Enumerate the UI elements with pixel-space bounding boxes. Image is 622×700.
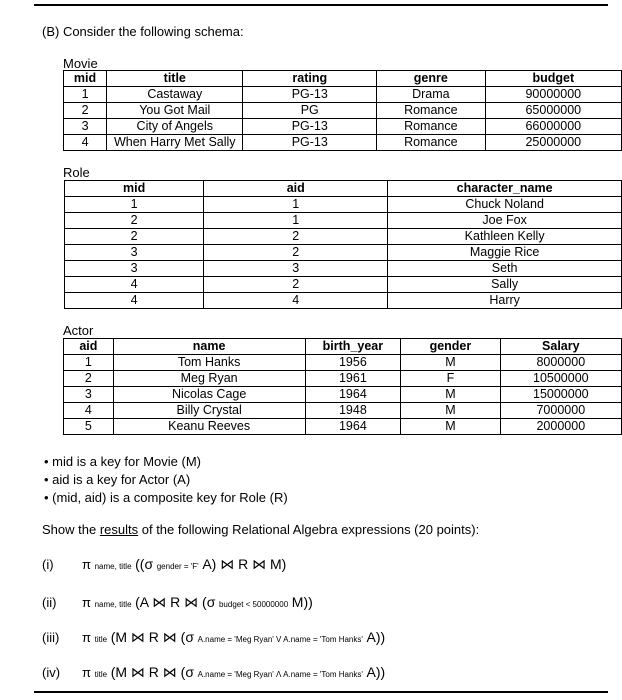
cell: 2: [65, 213, 204, 229]
cell: PG-13: [243, 119, 377, 135]
cell: Drama: [377, 87, 486, 103]
cell: 4: [64, 135, 107, 151]
cell: 2: [204, 229, 388, 245]
cell: City of Angels: [107, 119, 243, 135]
cell: M: [401, 355, 500, 371]
movie-table-label: Movie: [63, 56, 98, 71]
cell: Keanu Reeves: [113, 419, 305, 435]
cell: Tom Hanks: [113, 355, 305, 371]
cell: Seth: [388, 261, 622, 277]
actor-header-cell: gender: [401, 339, 500, 355]
table-row: [64, 103, 622, 119]
cell: M: [401, 387, 500, 403]
cell: 3: [64, 119, 107, 135]
expression-iii: [42, 629, 602, 646]
cell: F: [401, 371, 500, 387]
instructions-pre: Show the: [42, 522, 100, 537]
cell: M: [401, 403, 500, 419]
cell: Romance: [377, 103, 486, 119]
selection-condition: A.name = 'Meg Ryan' Λ A.name = 'Tom Hanks': [197, 670, 363, 679]
cell: 3: [65, 245, 204, 261]
cell: 65000000: [485, 103, 621, 119]
cell: 4: [64, 403, 114, 419]
cell: 8000000: [500, 355, 621, 371]
projection-list: title: [94, 670, 108, 679]
table-row: [64, 355, 622, 371]
table-row: [65, 261, 622, 277]
pi-symbol: π: [82, 595, 91, 610]
table-row: [64, 119, 622, 135]
expression-body: (M ⋈ R ⋈ (σ: [110, 664, 194, 680]
projection-list: name, title: [94, 562, 132, 571]
actor-table-label: Actor: [63, 323, 94, 338]
cell: 3: [64, 387, 114, 403]
key-notes-list: [44, 453, 288, 507]
cell: 1: [64, 87, 107, 103]
actor-header-cell: aid: [64, 339, 114, 355]
cell: Meg Ryan: [113, 371, 305, 387]
cell: 90000000: [485, 87, 621, 103]
expression-body: M)): [291, 594, 313, 610]
cell: You Got Mail: [107, 103, 243, 119]
table-row: [64, 403, 622, 419]
actor-table: [63, 338, 622, 435]
selection-condition: A.name = 'Meg Ryan' V A.name = 'Tom Hanks': [197, 635, 363, 644]
expression-iv: [42, 664, 602, 681]
expression-body: (A ⋈ R ⋈ (σ: [135, 594, 216, 610]
cell: 7000000: [500, 403, 621, 419]
movie-header-cell: genre: [377, 71, 486, 87]
table-row: [64, 135, 622, 151]
table-row: [64, 419, 622, 435]
selection-condition: budget < 50000000: [218, 600, 289, 609]
cell: 4: [204, 293, 388, 309]
cell: 25000000: [485, 135, 621, 151]
table-row: [65, 229, 622, 245]
cell: 2: [64, 103, 107, 119]
role-table: [64, 180, 622, 309]
pi-symbol: π: [82, 665, 91, 680]
cell: Romance: [377, 119, 486, 135]
cell: Castaway: [107, 87, 243, 103]
pi-symbol: π: [82, 630, 91, 645]
cell: 2: [204, 277, 388, 293]
cell: 1: [204, 213, 388, 229]
cell: 1961: [305, 371, 401, 387]
cell: 1: [64, 355, 114, 371]
movie-header-cell: rating: [243, 71, 377, 87]
projection-list: name, title: [94, 600, 132, 609]
expression-number: (ii): [42, 595, 57, 610]
cell: 1964: [305, 419, 401, 435]
role-header-cell: character_name: [388, 181, 622, 197]
cell: 66000000: [485, 119, 621, 135]
cell: PG-13: [243, 87, 377, 103]
table-row: [65, 245, 622, 261]
cell: 1: [204, 197, 388, 213]
table-row: [65, 277, 622, 293]
cell: 1: [65, 197, 204, 213]
cell: Sally: [388, 277, 622, 293]
actor-header-cell: name: [113, 339, 305, 355]
cell: Billy Crystal: [113, 403, 305, 419]
expression-body: ((σ: [135, 556, 154, 572]
movie-header-row: [64, 71, 622, 87]
actor-header-cell: Salary: [500, 339, 621, 355]
cell: Maggie Rice: [388, 245, 622, 261]
cell: When Harry Met Sally: [107, 135, 243, 151]
expression-body: (M ⋈ R ⋈ (σ: [110, 629, 194, 645]
cell: 2: [204, 245, 388, 261]
role-header-cell: aid: [204, 181, 388, 197]
expression-body: A)): [366, 664, 386, 680]
actor-header-cell: birth_year: [305, 339, 401, 355]
instructions-underlined: results: [99, 522, 139, 537]
pi-symbol: π: [82, 557, 91, 572]
cell: 2000000: [500, 419, 621, 435]
cell: 1956: [305, 355, 401, 371]
cell: 15000000: [500, 387, 621, 403]
cell: 10500000: [500, 371, 621, 387]
cell: 4: [65, 277, 204, 293]
expression-ii: [42, 594, 602, 611]
expression-number: (iv): [42, 665, 61, 680]
movie-header-cell: budget: [485, 71, 621, 87]
cell: M: [401, 419, 500, 435]
table-row: [64, 387, 622, 403]
table-row: [65, 293, 622, 309]
cell: 3: [65, 261, 204, 277]
movie-header-cell: title: [107, 71, 243, 87]
expression-body: A)): [366, 629, 386, 645]
role-table-label: Role: [63, 165, 90, 180]
list-item: • mid is a key for Movie (M): [44, 453, 288, 471]
projection-list: title: [94, 635, 108, 644]
actor-header-row: [64, 339, 622, 355]
expression-i: [42, 556, 602, 573]
cell: Harry: [388, 293, 622, 309]
table-row: [65, 197, 622, 213]
cell: PG-13: [243, 135, 377, 151]
cell: Chuck Noland: [388, 197, 622, 213]
instructions-text: [42, 522, 479, 537]
cell: 1948: [305, 403, 401, 419]
role-header-cell: mid: [65, 181, 204, 197]
cell: 1964: [305, 387, 401, 403]
top-rule: [34, 4, 608, 6]
expression-number: (i): [42, 557, 54, 572]
table-row: [65, 213, 622, 229]
expression-number: (iii): [42, 630, 60, 645]
movie-table: [63, 70, 622, 151]
cell: 5: [64, 419, 114, 435]
bottom-rule: [34, 691, 608, 693]
list-item: • aid is a key for Actor (A): [44, 471, 288, 489]
cell: Nicolas Cage: [113, 387, 305, 403]
role-header-row: [65, 181, 622, 197]
cell: 3: [204, 261, 388, 277]
table-row: [64, 371, 622, 387]
instructions-post: of the following Relational Algebra expressions (20 points):: [138, 522, 480, 537]
movie-header-cell: mid: [64, 71, 107, 87]
cell: 4: [65, 293, 204, 309]
cell: Joe Fox: [388, 213, 622, 229]
section-heading: (B) Consider the following schema:: [42, 24, 244, 39]
cell: Romance: [377, 135, 486, 151]
list-item: • (mid, aid) is a composite key for Role (R): [44, 489, 288, 507]
cell: 2: [64, 371, 114, 387]
expression-body: A) ⋈ R ⋈ M): [202, 556, 287, 572]
cell: PG: [243, 103, 377, 119]
cell: Kathleen Kelly: [388, 229, 622, 245]
cell: 2: [65, 229, 204, 245]
table-row: [64, 87, 622, 103]
selection-condition: gender = 'F': [156, 562, 199, 571]
